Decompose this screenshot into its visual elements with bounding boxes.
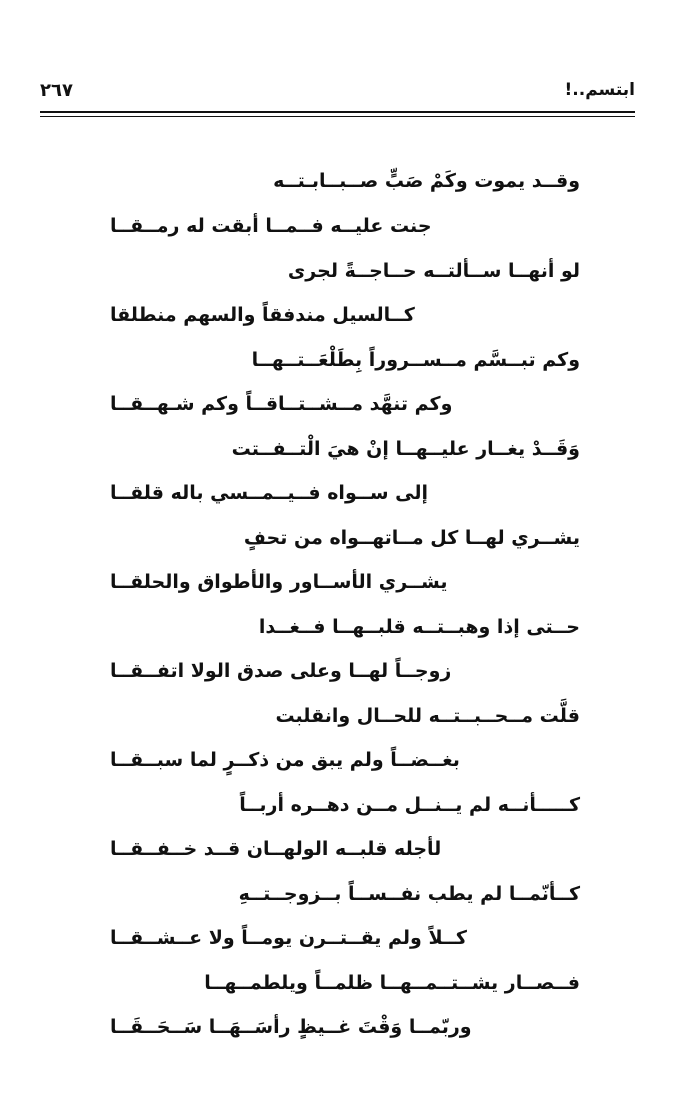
verse-line: كــالسيل مندفقاً والسهم منطلقا — [110, 304, 415, 326]
running-title: ابتسم..! — [564, 80, 635, 100]
page-header — [40, 80, 635, 110]
verse-line: وقــد يموت وكَمْ صَبٍّ صــبــابـتــه — [273, 170, 580, 192]
header-rule-thick — [40, 111, 635, 113]
verse-line: وربّمــا وَقْتَ غــيظٍ رأسَــهَــا سَــحَــقَــا — [110, 1016, 472, 1038]
verse-line: وكم تنهَّد مــشــتــاقــاً وكم شـهــقــا — [110, 393, 453, 415]
verse-line: لو أنهــا ســألتــه حــاجــةً لجرى — [287, 260, 580, 282]
page-number: ٢٦٧ — [40, 80, 73, 101]
verse-line: إلى ســواه فــيــمــسي باله قلقــا — [110, 482, 429, 504]
verse-line: حــتى إذا وهبــتــه قلبــهــا فــغــدا — [258, 616, 580, 638]
verse-line: كـــــأنــه لم يــنــل مــن دهــره أربــاً — [239, 794, 580, 816]
verse-line: يشــري لهــا كل مــاتهــواه من تحفٍ — [243, 527, 580, 549]
verse-line: جنت عليــه فــمــا أبقت له رمــقــا — [110, 215, 432, 237]
verse-line: فــصــار يشــتــمــهــا ظلمــاً ويلطمــهــا — [204, 972, 580, 994]
verse-line: وَقَــدْ يغــار عليــهــا إنْ هيَ الْتــفــتت — [231, 438, 580, 460]
verse-line: لأجله قلبــه الولهــان قــد خــفــقــا — [110, 838, 442, 860]
header-rule-thin — [40, 116, 635, 117]
verse-line: قلَّت مــحــبــتــه للحــال وانقلبت — [275, 705, 580, 727]
verse-line: زوجــاً لهــا وعلى صدق الولا اتفــقــا — [110, 660, 452, 682]
verse-line: بغــضــاً ولم يبق من ذكــرٍ لما سبــقــا — [110, 749, 460, 771]
verse-line: كــلاً ولم يقــتــرن يومــاً ولا عــشــقــا — [110, 927, 467, 949]
verse-line: كــأنّمــا لم يطب نفــســاً بــزوجــتــهِ — [238, 883, 580, 905]
verse-line: يشــري الأســاور والأطواق والحلقــا — [110, 571, 448, 593]
verse-line: وكم تبــسَّم مــســروراً بِطَلْعَــتــهــا — [251, 349, 580, 371]
